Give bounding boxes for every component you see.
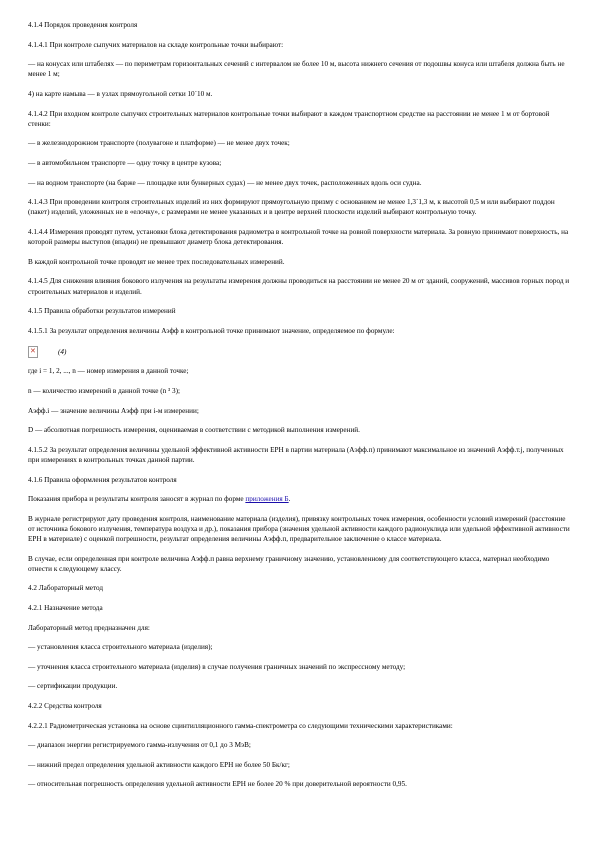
appendix-b-link[interactable]: приложения Б (245, 495, 289, 504)
paragraph: В случае, если определенная при контроле величина Аэфф.п равна верхнему граничному значению, установленному для соответствующего класса, материал необходимо отнести к следующему классу. (28, 554, 550, 573)
list-item: — установления класса строительного материала (изделия); (28, 643, 213, 652)
list-item: — нижний предел определения удельной активности каждого ЕРН не более 50 Бк/кг; (28, 760, 290, 769)
list-item: 4) на карте намыва — в узлах прямоугольной сетки 10´10 м. (28, 89, 213, 98)
paragraph: 4.2.2.1 Радиометрическая установка на основе сцинтилляционного гамма-спектрометра со следующими техническими характеристиками: (28, 721, 453, 730)
paragraph: 4.1.4.4 Измерения проводят путем, установки блока детектирования радиометра в контрольной точке на ровной поверхности материала. За ровную принимают поверхность, на которой размеры выступов (впадин) не превышают диаметр блока детектирования. (28, 227, 569, 247)
section-heading: 4.1.5 Правила обработки результатов измерений (28, 307, 176, 316)
list-item: — диапазон энергии регистрируемого гамма-излучения от 0,1 до 3 МэВ; (28, 741, 251, 750)
paragraph: В журнале регистрируют дату проведения контроля, наименование материала (изделия), привязку контрольных точек измерения, особенности условий измерений (расстояние от источника бокового излучения, температура воздуха и др.), показания прибора (значения удельной активности каждого радионуклида или удельной эффективной активности ЕРН в материале) с оценкой погрешности, результат определения величины Аэфф.п, предварительное заключение о классе материала. (28, 514, 570, 544)
list-item: — сертификации продукции. (28, 682, 118, 691)
paragraph: 4.1.4.2 При входном контроле сыпучих строительных материалов контрольные точки выбирают в каждом транспортном средстве на расстоянии не менее 1 м от бортовой стенки: (28, 109, 550, 128)
section-heading: 4.1.4 Порядок проведения контроля (28, 21, 138, 29)
list-item: — на водном транспорте (на барже — площадке или бункерных судах) — не менее двух точек, расположенных вдоль оси судна. (28, 178, 422, 187)
document-page (28, 20, 573, 799)
paragraph-text: . (288, 495, 291, 504)
paragraph: 4.1.5.1 За результат определения величины Аэфф в контрольной точке принимают значение, определяемое по формуле: (28, 326, 395, 335)
definition: Аэфф.i — значение величины Аэфф при i-м измерении; (28, 406, 199, 415)
definition: где i = 1, 2, ..., n — номер измерения в данной точке; (28, 367, 189, 376)
definition: D — абсолютная погрешность измерения, оцениваемая в соответствии с методикой выполнения измерений. (28, 426, 360, 435)
paragraph (28, 494, 573, 504)
section-heading: 4.2 Лабораторный метод (28, 584, 104, 593)
paragraph: В каждой контрольной точке проводят не менее трех последовательных измерений. (28, 257, 285, 266)
list-item: — в железнодорожном транспорте (полувагоне и платформе) — не менее двух точек; (28, 139, 290, 148)
paragraph: Лабораторный метод предназначен для: (28, 623, 150, 632)
section-heading: 4.2.1 Назначение метода (28, 604, 103, 613)
list-item: — относительная погрешность определения удельной активности ЕРН не более 20 % при доверительной вероятности 0,95. (28, 780, 407, 789)
formula-number: (4) (58, 348, 67, 357)
definition: n — количество измерений в данной точке (n ³ 3); (28, 386, 180, 395)
list-item: — уточнения класса строительного материала (изделия) в случае получения граничных значений по экспрессному методу; (28, 662, 406, 671)
section-heading: 4.1.6 Правила оформления результатов контроля (28, 475, 177, 484)
paragraph: 4.1.5.2 За результат определения величины удельной эффективной активности ЕРН в партии материала (Аэфф.п) принимают максимальное из значений Аэфф.т.j, полученных при измерениях в контрольных точках данной партии. (28, 445, 564, 464)
list-item: — на конусах или штабелях — по периметрам горизонтальных сечений с интервалом не более 10 м, высота нижнего сечения от подошвы конуса или штабеля должна быть не менее 1 м; (28, 60, 565, 79)
paragraph-text: Показания прибора и результаты контроля заносят в журнал по форме (28, 495, 246, 504)
paragraph: 4.1.4.3 При проведении контроля строительных изделий из них формируют прямоугольную призму с основанием не менее 1,3´1,3 м, к высотой 0,5 м или выбирают поддон (пакет) изделий, уложенных не в «елочку», с размерами не менее указанных и в центре верхней плоскости изделий выбирают контрольную точку. (28, 198, 555, 217)
broken-image-icon (28, 346, 38, 358)
paragraph: 4.1.4.1 При контроле сыпучих материалов на складе контрольные точки выбирают: (28, 40, 284, 49)
list-item: — в автомобильном транспорте — одну точку в центре кузова; (28, 158, 222, 167)
section-heading: 4.2.2 Средства контроля (28, 702, 102, 711)
formula-row (28, 345, 573, 359)
paragraph: 4.1.4.5 Для снижения влияния бокового излучения на результаты измерения должны проводиться на расстоянии не менее 20 м от зданий, сооружений, массивов горных пород и строительных материалов и изделий. (28, 277, 570, 296)
